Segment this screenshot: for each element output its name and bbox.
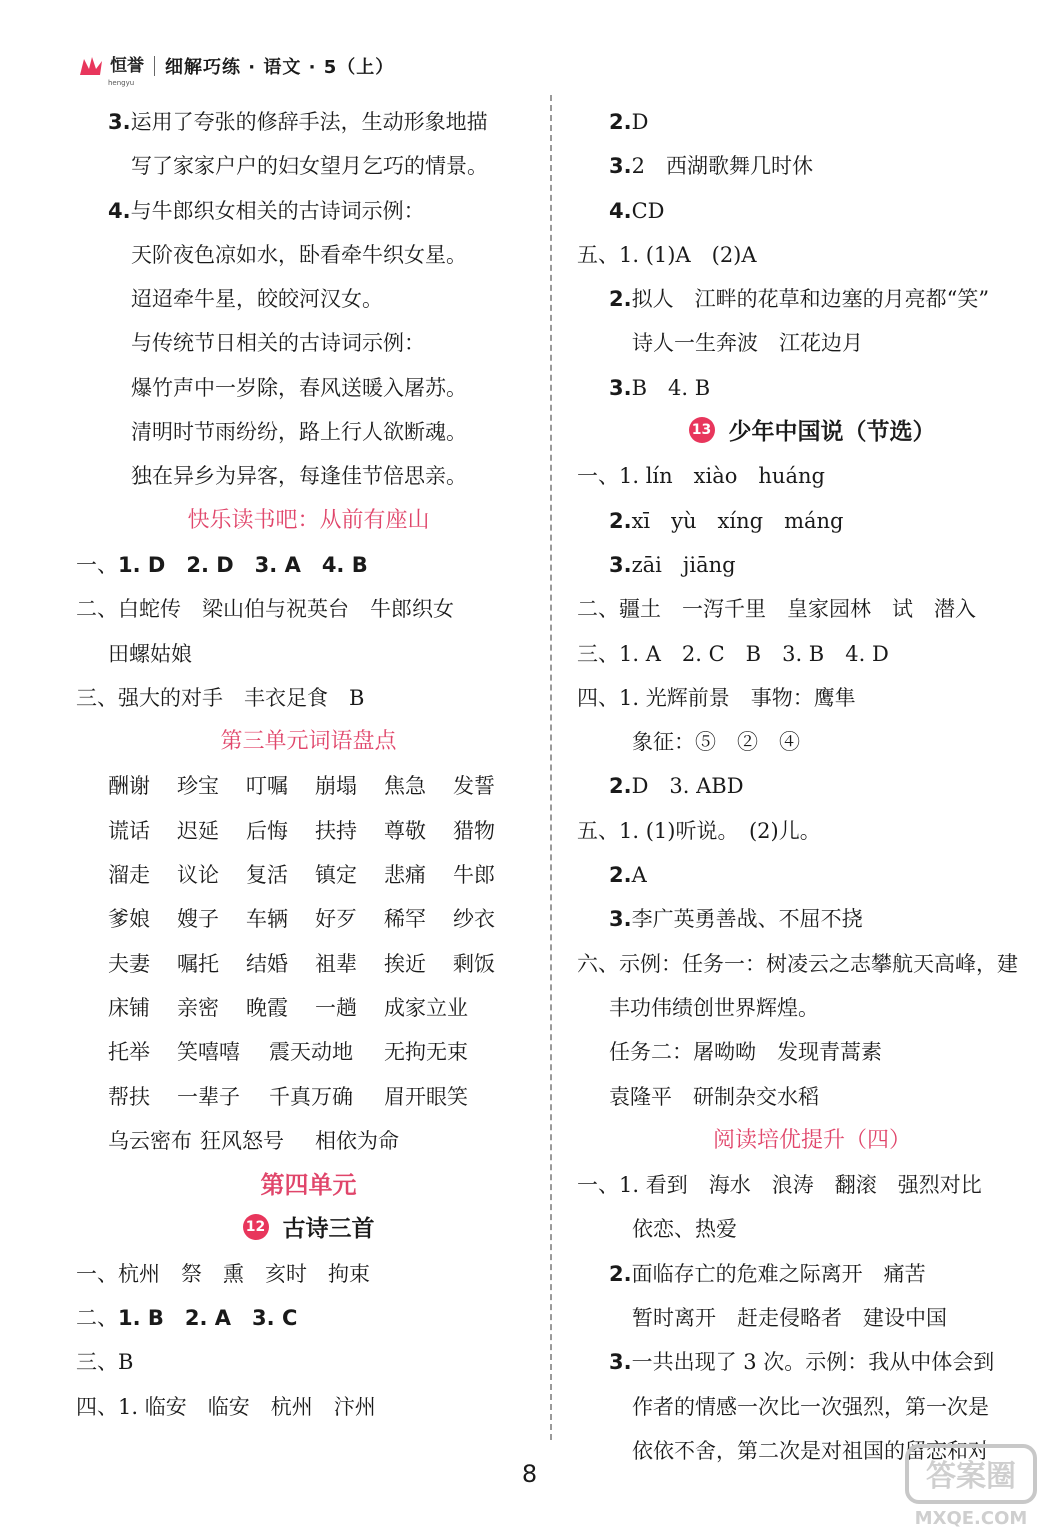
word-row: 溜走 议论 复活 镇定 悲痛 牛郎: [108, 863, 495, 888]
answer-line: 2.D: [609, 110, 649, 134]
answer-line: 四、1. 临安 临安 杭州 汴州: [76, 1394, 376, 1419]
answer-line: 二、白蛇传 梁山伯与祝英台 牛郎织女: [76, 597, 454, 622]
answer-line: 一、杭州 祭 熏 亥时 拘束: [76, 1261, 370, 1286]
answer-line: 迢迢牵牛星，皎皎河汉女。: [131, 287, 383, 312]
answer-line: 一、1. lín xiào huáng: [577, 464, 825, 489]
brand-sub: hengyu: [108, 79, 135, 87]
answer-line: 与传统节日相关的古诗词示例：: [131, 331, 425, 356]
answer-line: 3.运用了夸张的修辞手法，生动形象地描: [108, 110, 488, 134]
answer-line: 诗人一生奔波 江花边月: [632, 331, 863, 356]
answer-line: 依恋、热爱: [632, 1217, 737, 1242]
brand-name: 恒誉: [110, 55, 144, 76]
word-row: 爹娘 嫂子 车辆 好歹 稀罕 纱衣: [108, 907, 495, 932]
answer-line: 作者的情感一次比一次强烈，第一次是: [632, 1394, 989, 1419]
answer-line: 3.zāi jiāng: [609, 552, 736, 577]
answer-line: 2.面临存亡的危难之际离开 痛苦: [609, 1261, 926, 1286]
watermark-logo: [901, 1440, 1041, 1530]
svg-text:MXQE.COM: MXQE.COM: [914, 1508, 1028, 1529]
answer-line: 田螺姑娘: [108, 641, 192, 666]
brand-logo: [78, 55, 144, 87]
answer-line: 一、1. 看到 海水 浪涛 翻滚 强烈对比: [577, 1173, 982, 1198]
answer-line: 一、1. D 2. D 3. A 4. B: [76, 552, 368, 577]
right-column: [577, 100, 1047, 1473]
answer-line: 二、疆土 一泻千里 皇家园林 试 潜入: [577, 597, 976, 622]
answer-line: 三、1. A 2. C B 3. B 4. D: [577, 641, 889, 666]
answer-line: 独在异乡为异客，每逢佳节倍思亲。: [131, 464, 467, 489]
answer-line: 六、示例：任务一：树凌云之志攀航天高峰，建: [577, 951, 1018, 976]
answer-line: 任务二：屠呦呦 发现青蒿素: [609, 1040, 882, 1065]
answer-line: 3.2 西湖歌舞几时休: [609, 154, 813, 179]
answer-line: 写了家家户户的妇女望月乞巧的情景。: [131, 154, 488, 179]
answer-line: 爆竹声中一岁除，春风送暖入屠苏。: [131, 375, 467, 400]
answer-line: 4.与牛郎织女相关的古诗词示例：: [108, 198, 425, 223]
answer-line: 3.B 4. B: [609, 375, 711, 400]
word-row: 谎话 迟延 后悔 扶持 尊敬 猎物: [108, 818, 495, 843]
answer-line: 4.CD: [609, 198, 665, 223]
answer-line: 2.D 3. ABD: [609, 774, 744, 799]
answer-line: 3.一共出现了 3 次。示例：我从中体会到: [609, 1350, 995, 1375]
lesson-number-badge: 12: [243, 1214, 269, 1240]
lesson-title: 13 少年中国说（节选）: [577, 410, 1047, 454]
word-row: 帮扶 一辈子 千真万确 眉开眼笑: [108, 1084, 468, 1109]
answer-line: 依依不舍，第二次是对祖国的留恋和对: [632, 1438, 989, 1463]
answer-line: 2.xī yù xíng máng: [609, 508, 844, 533]
lesson-title: 12 古诗三首: [76, 1207, 541, 1251]
answer-line: 3.李广英勇善战、不屈不挠: [609, 907, 863, 932]
answer-line: 袁隆平 研制杂交水稻: [609, 1084, 819, 1109]
word-row: 夫妻 嘱托 结婚 祖辈 挨近 剩饭: [108, 951, 495, 976]
answer-line: 三、B: [76, 1350, 134, 1375]
answer-line: 五、1. (1)A (2)A: [577, 242, 757, 267]
answer-line: 清明时节雨纷纷，路上行人欲断魂。: [131, 420, 467, 445]
section-title: 阅读培优提升（四）: [712, 1127, 911, 1153]
word-row: 托举 笑嘻嘻 震天动地 无拘无束: [108, 1040, 468, 1065]
section-title: 快乐读书吧：从前有座山: [187, 507, 430, 533]
left-column: [76, 100, 541, 1429]
answer-line: 丰功伟绩创世界辉煌。: [609, 995, 819, 1020]
lesson-number-badge: 13: [689, 417, 715, 443]
answer-line: 四、1. 光辉前景 事物：鹰隼: [577, 685, 856, 710]
column-divider: [550, 95, 552, 1440]
header-separator: [154, 56, 155, 76]
word-row: 床铺 亲密 晚霞 一趟 成家立业: [108, 995, 468, 1020]
answer-line: 暂时离开 赶走侵略者 建设中国: [632, 1306, 947, 1331]
page-number: 8: [521, 1460, 538, 1488]
answer-line: 2.拟人 江畔的花草和边塞的月亮都“笑”: [609, 287, 990, 312]
word-row: 酬谢 珍宝 叮嘱 崩塌 焦急 发誓: [108, 774, 495, 799]
word-row: 乌云密布 狂风怒号 相依为命: [108, 1128, 399, 1153]
answer-line: 天阶夜色凉如水，卧看牵牛织女星。: [131, 242, 467, 267]
word-list: [76, 764, 541, 1163]
answer-line: 五、1. (1)听说。 (2)儿。: [577, 818, 821, 843]
section-title: 第三单元词语盘点: [220, 729, 397, 755]
unit-title: 第四单元: [260, 1171, 357, 1200]
answer-line: 2.A: [609, 863, 647, 888]
page-header: [78, 50, 395, 87]
answer-line: 象征：⑤ ② ④: [632, 730, 800, 755]
brand-mark-icon: [78, 55, 104, 77]
book-title: 细解巧练 · 语文 · 5（上）: [165, 57, 395, 78]
answer-line: 三、强大的对手 丰衣足食 B: [76, 685, 365, 710]
svg-text:答案圈: 答案圈: [926, 1459, 1016, 1494]
answer-line: 二、1. B 2. A 3. C: [76, 1306, 298, 1331]
